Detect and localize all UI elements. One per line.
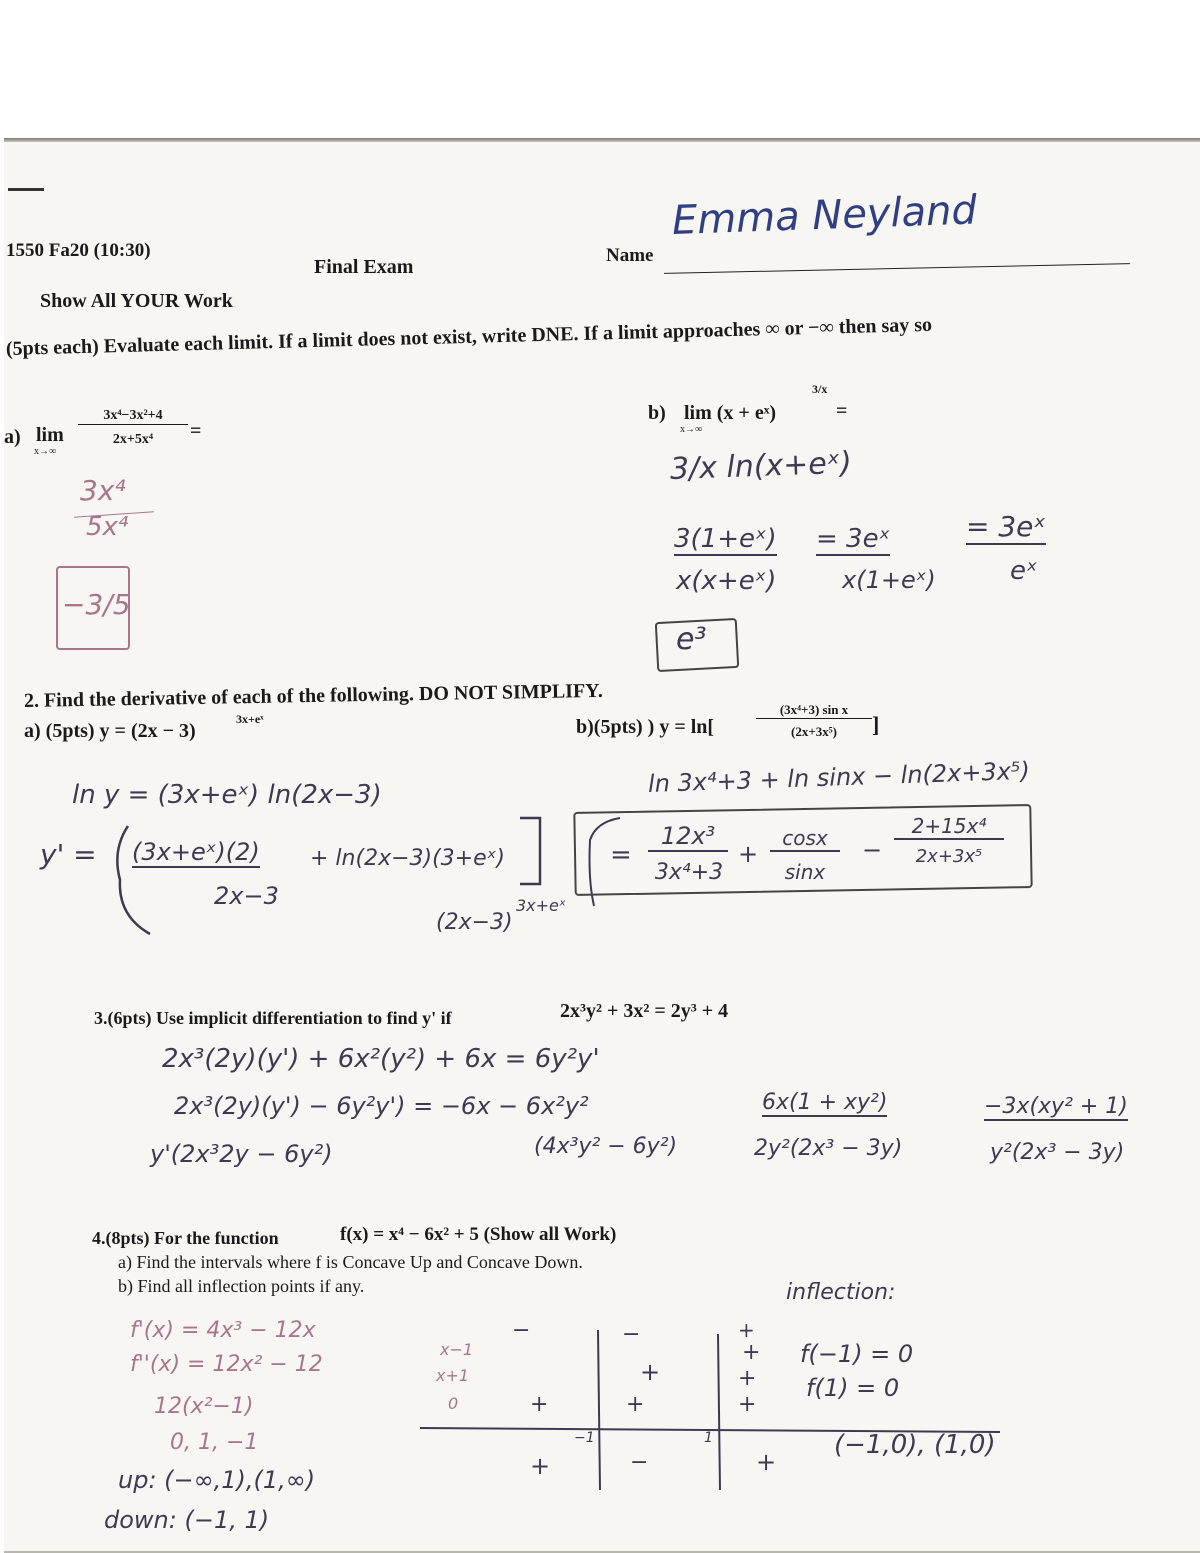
sign-11: + xyxy=(756,1448,777,1476)
q3-equation: 2x³y² + 3x² = 2y³ + 4 xyxy=(560,1000,729,1022)
q2a-factor: (2x−3) xyxy=(436,910,513,935)
q4-concave-down: down: (−1, 1) xyxy=(104,1506,270,1534)
q4-part-b: b) Find all inflection points if any. xyxy=(118,1276,365,1296)
q4-part-a: a) Find the intervals where f is Concave Up and Concave Down. xyxy=(118,1252,583,1272)
q1a-answer: −3/5 xyxy=(62,588,131,621)
sign-4: − xyxy=(622,1322,641,1347)
q1b-exponent: 3/x xyxy=(812,382,828,396)
q3-simplified-num: −3x(xy² + 1) xyxy=(984,1094,1128,1119)
q4-title: 4.(8pts) For the function xyxy=(92,1228,279,1248)
q1b-work-den3: eˣ xyxy=(1010,556,1038,586)
q1b-expression: lim (x + eˣ) xyxy=(684,402,777,424)
q2b-denominator: (2x+3x⁵) xyxy=(791,724,837,739)
q2b-term2-den: sinx xyxy=(784,860,826,884)
q1b-label: b) xyxy=(648,402,666,424)
q2a-term1-num: (3x+eˣ)(2) xyxy=(132,838,260,866)
student-name: Emma Neyland xyxy=(671,187,978,244)
inflection-calc-2: f(1) = 0 xyxy=(806,1374,900,1402)
q2a-yprime: y' = xyxy=(40,838,97,871)
sign-7: + xyxy=(742,1340,761,1365)
q1a-numerator: 3x⁴−3x²+4 xyxy=(78,408,188,425)
q3-answer-den: 2y²(2x³ − 3y) xyxy=(754,1136,903,1161)
q4-concave-up: up: (−∞,1),(1,∞) xyxy=(118,1466,316,1494)
q1a-lim-sub: x→∞ xyxy=(34,446,57,457)
q1a-work-denominator: 5x⁴ xyxy=(86,512,129,542)
q3-work-line2: 2x³(2y)(y') − 6y²y') = −6x − 6x²y² xyxy=(174,1092,589,1120)
factor-x-minus-1: x−1 xyxy=(440,1340,474,1359)
q4-roots: 0, 1, −1 xyxy=(170,1430,259,1455)
inflection-points: (−1,0), (1,0) xyxy=(834,1430,996,1460)
q2a-work-line1: ln y = (3x+eˣ) ln(2x−3) xyxy=(72,780,382,810)
q3-answer-num: 6x(1 + xy²) xyxy=(762,1090,888,1115)
q2a-term1-den: 2x−3 xyxy=(214,882,279,910)
q2b-term3-num: 2+15x⁴ xyxy=(894,814,1004,840)
q2a-term2: + ln(2x−3)(3+eˣ) xyxy=(310,846,505,871)
sign-3: + xyxy=(530,1452,551,1480)
q2b-term3-den: 2x+3x⁵ xyxy=(915,846,983,867)
factor-zero: 0 xyxy=(448,1394,459,1413)
q1b-answer: e³ xyxy=(676,622,707,657)
sign-9: + xyxy=(738,1366,757,1391)
q3-work-denominator: (4x³y² − 6y²) xyxy=(534,1134,678,1159)
q2b-numerator: (3x⁴+3) sin x xyxy=(756,702,872,719)
q4-second-derivative: f''(x) = 12x² − 12 xyxy=(130,1352,323,1377)
exam-title: Final Exam xyxy=(314,256,414,278)
limit-instructions: (5pts each) Evaluate each limit. If a limit does not exist, write DNE. If a limit approaches ∞ or −∞ then say so xyxy=(5,313,933,360)
inflection-calc-1: f(−1) = 0 xyxy=(800,1340,914,1368)
q2a-exponent: 3x+eˣ xyxy=(236,712,264,726)
q1b-work-den2: x(1+eˣ) xyxy=(842,566,936,594)
q1a-equals: = xyxy=(190,420,202,442)
q2b-term1-num: 12x³ xyxy=(648,822,728,852)
sign-10: + xyxy=(738,1392,757,1417)
tick-neg-one: −1 xyxy=(574,1430,595,1446)
q1b-work-num2: = 3eˣ xyxy=(816,524,891,554)
tick-one: 1 xyxy=(704,1430,713,1446)
show-work-label: Show All YOUR Work xyxy=(40,290,233,312)
q3-work-line1: 2x³(2y)(y') + 6x²(y²) + 6x = 6y²y' xyxy=(162,1044,600,1074)
q2b-work-line1: ln 3x⁴+3 + ln sinx − ln(2x+3x⁵) xyxy=(647,756,1031,798)
q2b-minus: − xyxy=(862,836,883,864)
factor-x-plus-1: x+1 xyxy=(436,1366,470,1385)
q3-title: 3.(6pts) Use implicit differentiation to find y' if xyxy=(94,1008,452,1028)
q1b-lim-sub: x→∞ xyxy=(680,424,703,435)
q2-title: 2. Find the derivative of each of the following. DO NOT SIMPLIFY. xyxy=(23,679,603,712)
name-label: Name xyxy=(606,245,654,266)
q1a-lim: lim xyxy=(36,424,64,446)
q1b-work-num3: = 3eˣ xyxy=(966,510,1046,543)
q1b-work-num: 3(1+eˣ) xyxy=(674,524,777,554)
q1a-work-numerator: 3x⁴ xyxy=(80,474,126,507)
q4-factored: 12(x²−1) xyxy=(154,1394,254,1419)
q1a-denominator: 2x+5x⁴ xyxy=(112,432,154,447)
q1b-equals: = xyxy=(836,400,848,422)
sign-5: + xyxy=(640,1358,661,1386)
sign-8: − xyxy=(630,1450,649,1475)
q1b-work-line1: 3/x ln(x+eˣ) xyxy=(669,445,853,487)
q2a-factor-exp: 3x+eˣ xyxy=(516,896,566,915)
q2b-equals: = xyxy=(610,840,632,870)
inflection-label: inflection: xyxy=(786,1280,896,1305)
q2b-close-bracket: ] xyxy=(872,712,880,737)
q1a-label: a) xyxy=(4,426,21,448)
q3-simplified-den: y²(2x³ − 3y) xyxy=(990,1140,1125,1165)
q2a-prompt: a) (5pts) y = (2x − 3) xyxy=(24,720,196,742)
sign-2: + xyxy=(530,1392,549,1417)
q3-work-line3: y'(2x³2y − 6y²) xyxy=(150,1140,333,1168)
q4-first-derivative: f'(x) = 4x³ − 12x xyxy=(130,1318,316,1343)
sign-6: + xyxy=(626,1392,645,1417)
q2b-plus: + xyxy=(738,840,759,868)
sign-1: − xyxy=(512,1318,531,1343)
course-label: 1550 Fa20 (10:30) xyxy=(6,240,151,261)
q2b-term1-den: 3x⁴+3 xyxy=(654,860,724,885)
sign-12: + xyxy=(738,1318,755,1342)
q2b-prompt: b)(5pts) ) y = ln[ xyxy=(576,716,715,738)
q1b-work-den: x(x+eˣ) xyxy=(676,566,777,596)
q4-function: f(x) = x⁴ − 6x² + 5 (Show all Work) xyxy=(340,1224,617,1245)
q2b-term2-num: cosx xyxy=(770,826,840,852)
